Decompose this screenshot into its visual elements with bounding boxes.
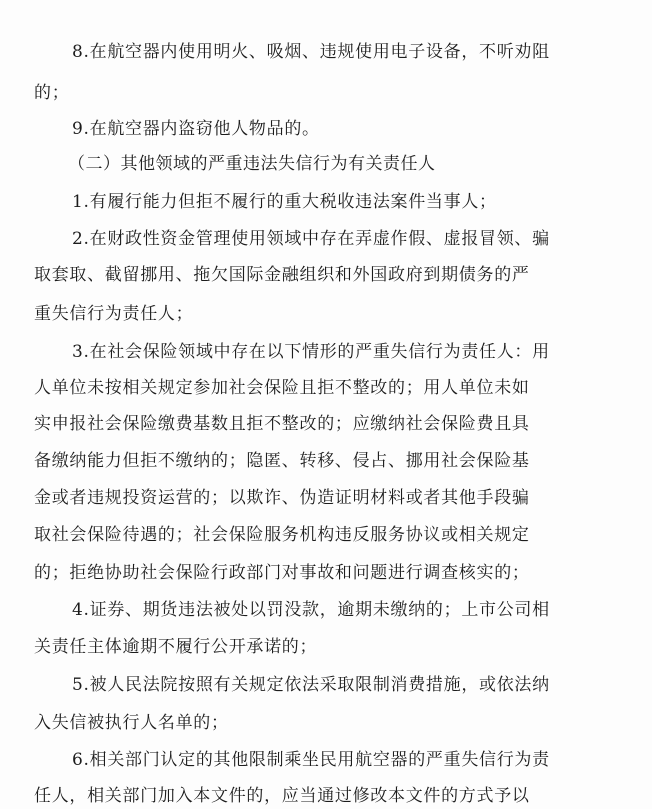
text-line: 实申报社会保险缴费基数且拒不整改的；应缴纳社会保险费且具 <box>34 414 530 434</box>
text-line: 的； <box>34 83 70 103</box>
text-line: 5.被人民法院按照有关规定依法采取限制消费措施，或依法纳 <box>72 675 550 695</box>
section-heading: （二）其他领域的严重违法失信行为有关责任人 <box>68 154 436 174</box>
text-line: 8.在航空器内使用明火、吸烟、违规使用电子设备，不听劝阻 <box>72 42 550 62</box>
text-line: 任人，相关部门加入本文件的，应当通过修改本文件的方式予以 <box>34 786 530 806</box>
text-line: 6.相关部门认定的其他限制乘坐民用航空器的严重失信行为责 <box>72 750 550 770</box>
text-line: 9.在航空器内盗窃他人物品的。 <box>72 119 320 139</box>
text-line: 取社会保险待遇的；社会保险服务机构违反服务协议或相关规定 <box>34 525 530 545</box>
text-line: 4.证券、期货违法被处以罚没款，逾期未缴纳的；上市公司相 <box>72 600 550 620</box>
text-line: 人单位未按相关规定参加社会保险且拒不整改的；用人单位未如 <box>34 378 530 398</box>
text-line: 入失信被执行人名单的； <box>34 713 229 733</box>
text-line: 2.在财政性资金管理使用领域中存在弄虚作假、虚报冒领、骗 <box>72 229 550 249</box>
text-line: 取套取、截留挪用、拖欠国际金融组织和外国政府到期债务的严 <box>34 265 530 285</box>
text-line: 重失信行为责任人； <box>34 304 194 324</box>
text-line: 1.有履行能力但拒不履行的重大税收违法案件当事人； <box>72 192 497 212</box>
text-line: 的；拒绝协助社会保险行政部门对事故和问题进行调查核实的； <box>34 563 530 583</box>
text-line: 金或者违规投资运营的；以欺诈、伪造证明材料或者其他手段骗 <box>34 488 530 508</box>
text-line: 关责任主体逾期不履行公开承诺的； <box>34 637 318 657</box>
text-line: 3.在社会保险领域中存在以下情形的严重失信行为责任人：用 <box>72 342 550 362</box>
text-line: 备缴纳能力但拒不缴纳的；隐匿、转移、侵占、挪用社会保险基 <box>34 451 530 471</box>
